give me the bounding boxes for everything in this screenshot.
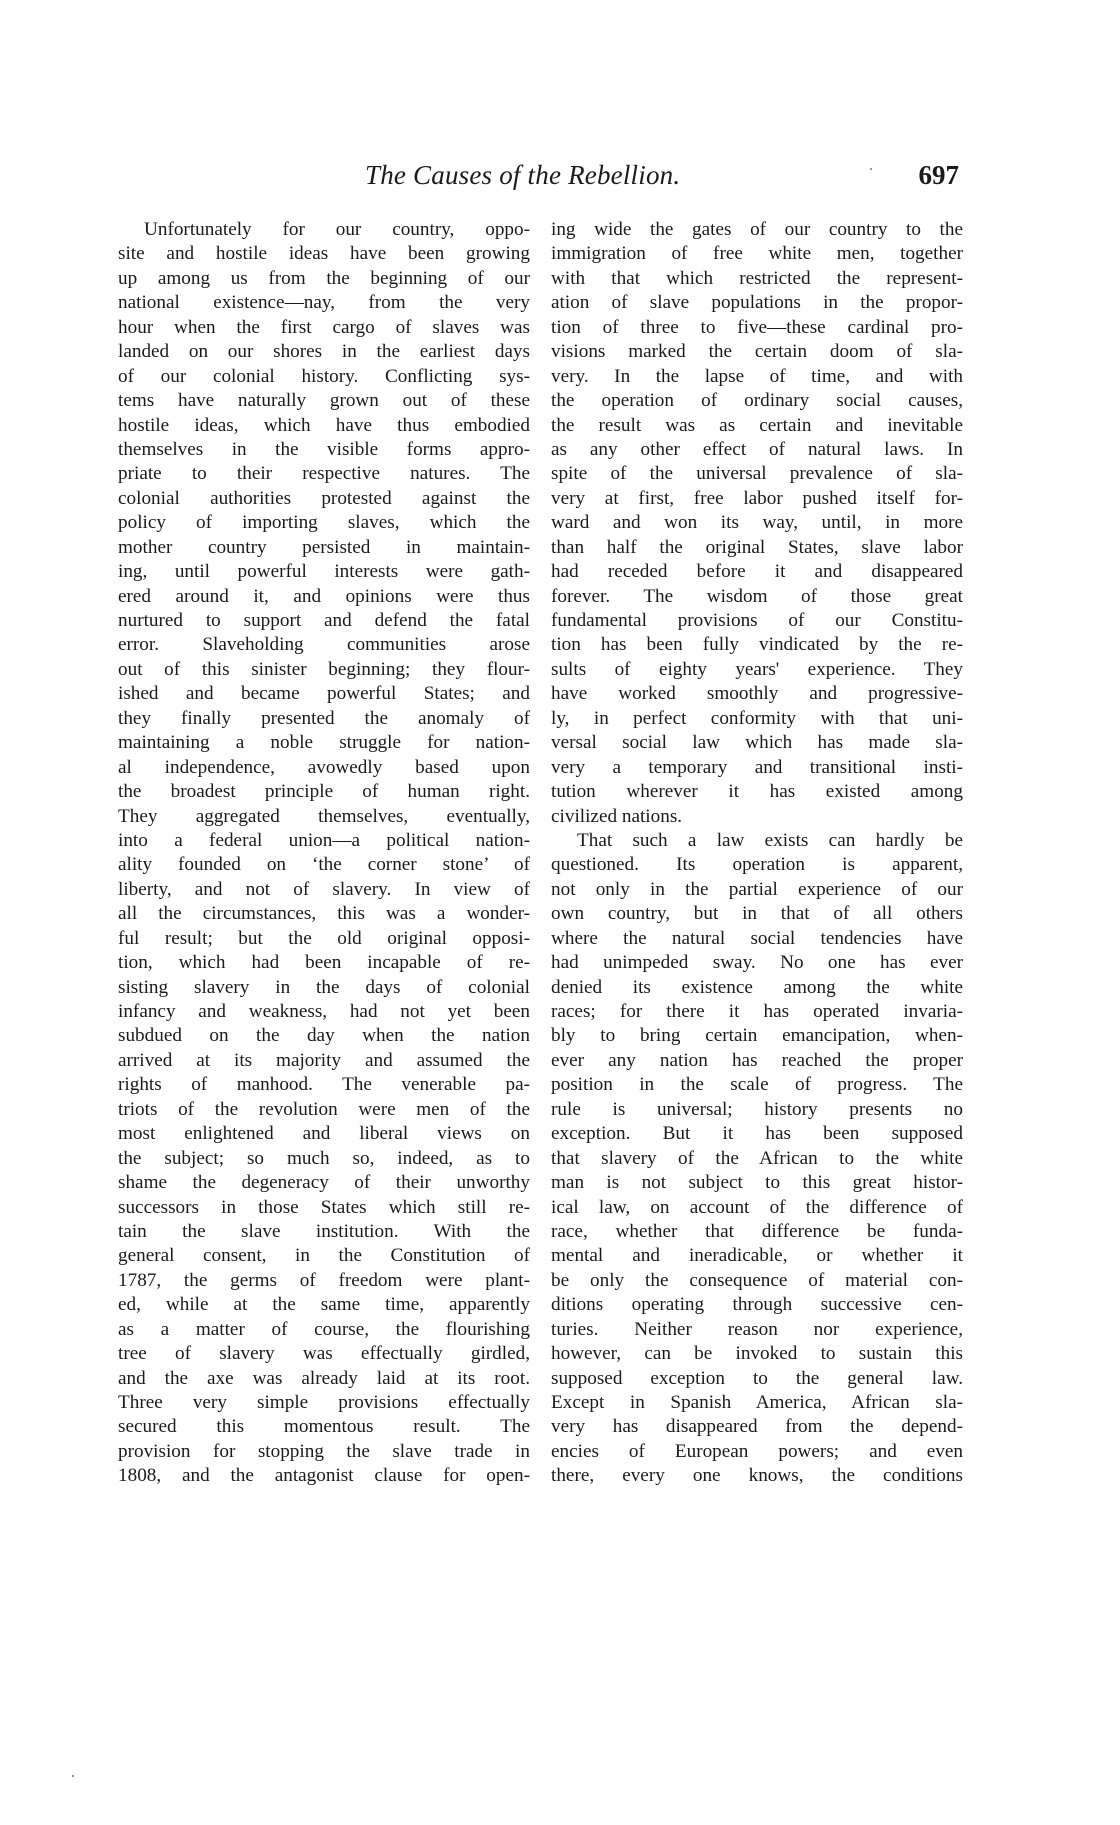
text-line: however, can be invoked to sustain this [551,1343,963,1365]
right-column [551,218,963,1489]
text-line: than half the original States, slave labor [551,536,963,558]
text-line: general consent, in the Constitution of [118,1245,530,1267]
running-title: The Causes of the Rebellion. [365,160,681,190]
text-line: races; for there it has operated invaria- [551,1001,963,1022]
text-line: tion of three to five—these cardinal pro- [551,316,963,338]
text-line: immigration of free white men, together [551,243,963,265]
text-line: very has disappeared from the depend- [551,1416,963,1438]
text-line: versal social law which has made sla- [551,732,963,754]
text-line: ered around it, and opinions were thus [118,585,530,607]
text-line: infancy and weakness, had not yet been [118,1001,530,1022]
text-line: and the axe was already laid at its root. [118,1367,530,1389]
text-line: turies. Neither reason nor experience, [551,1318,963,1340]
text-line: policy of importing slaves, which the [118,512,530,534]
text-line: exception. But it has been supposed [551,1123,963,1145]
text-line: out of this sinister beginning; they flour- [118,658,530,680]
text-line: be only the consequence of material con- [551,1269,963,1291]
text-line: as a matter of course, the flourishing [118,1318,530,1340]
text-line: most enlightened and liberal views on [118,1123,530,1145]
text-line: the broadest principle of human right. [118,781,530,803]
text-line: race, whether that difference be funda- [551,1220,963,1242]
text-line: not only in the partial experience of our [551,878,963,900]
text-line: tain the slave institution. With the [118,1220,530,1242]
text-line: hour when the first cargo of slaves was [118,316,530,338]
text-line: with that which restricted the represent- [551,267,963,289]
text-line: ing wide the gates of our country to the [551,219,963,240]
text-line: liberty, and not of slavery. In view of [118,878,530,900]
text-line: priate to their respective natures. The [118,463,530,485]
text-line: site and hostile ideas have been growing [118,243,530,265]
text-line: tree of slavery was effectually girdled, [118,1343,530,1365]
text-line: sults of eighty years' experience. They [551,658,963,680]
left-column [118,218,530,1489]
text-line: Three very simple provisions effectually [118,1392,530,1413]
text-line: questioned. Its operation is apparent, [551,854,963,876]
text-line: encies of European powers; and even [551,1440,963,1462]
text-line: had unimpeded sway. No one has ever [551,952,963,974]
running-head [365,160,965,200]
text-line: That such a law exists can hardly be [577,829,963,851]
text-line: of our colonial history. Conflicting sys- [118,365,530,387]
text-line: the operation of ordinary social causes, [551,390,963,412]
text-line: where the natural social tendencies have [551,927,963,949]
text-line: subdued on the day when the nation [118,1025,530,1047]
text-line: ly, in perfect conformity with that uni- [551,707,963,729]
text-line: fundamental provisions of our Constitu- [551,610,963,631]
print-speck [870,168,872,170]
text-line: ever any nation has reached the proper [551,1049,963,1071]
text-line: hostile ideas, which have thus embodied [118,414,530,436]
text-line: ing, until powerful interests were gath- [118,561,530,583]
text-line: up among us from the beginning of our [118,267,530,289]
text-line: ation of slave populations in the propor- [551,292,963,314]
text-line: ditions operating through successive cen- [551,1294,963,1316]
text-line: all the circumstances, this was a wonder- [118,903,530,925]
text-line: sisting slavery in the days of colonial [118,976,530,998]
print-speck [72,1775,74,1777]
text-line: very. In the lapse of time, and with [551,365,963,387]
text-line: Except in Spanish America, African sla- [551,1392,963,1413]
text-line: tion, which had been incapable of re- [118,952,530,974]
text-line: supposed exception to the general law. [551,1367,963,1389]
text-line: nurtured to support and defend the fatal [118,610,530,631]
text-line: secured this momentous result. The [118,1416,530,1438]
text-line: tution wherever it has existed among [551,781,963,803]
text-line: the subject; so much so, indeed, as to [118,1147,530,1169]
text-line: national existence—nay, from the very [118,292,530,314]
text-line: spite of the universal prevalence of sla- [551,463,963,485]
text-line: had receded before it and disappeared [551,561,963,583]
text-line: denied its existence among the white [551,976,963,998]
text-line: landed on our shores in the earliest days [118,341,530,363]
text-line: the result was as certain and inevitable [551,414,963,436]
text-line: shame the degeneracy of their unworthy [118,1172,530,1194]
text-line: maintaining a noble struggle for nation- [118,732,530,754]
text-line: arrived at its majority and assumed the [118,1049,530,1071]
text-line: Unfortunately for our country, oppo- [144,219,530,240]
text-line: forever. The wisdom of those great [551,585,963,607]
text-line: colonial authorities protested against the [118,487,530,509]
text-line: ical law, on account of the difference of [551,1196,963,1218]
text-line: rights of manhood. The venerable pa- [118,1074,530,1096]
text-line: there, every one knows, the conditions [551,1465,963,1487]
text-line: 1787, the germs of freedom were plant- [118,1269,530,1291]
text-line: provision for stopping the slave trade in [118,1440,530,1462]
text-line: ality founded on ‘the corner stone’ of [118,854,530,876]
text-line: visions marked the certain doom of sla- [551,341,963,363]
text-line: ed, while at the same time, apparently [118,1294,530,1316]
text-line: tems have naturally grown out of these [118,390,530,412]
text-line: ward and won its way, until, in more [551,512,963,534]
text-line: 1808, and the antagonist clause for open- [118,1465,530,1487]
text-line: They aggregated themselves, eventually, [118,805,530,827]
text-line: ful result; but the old original opposi- [118,927,530,949]
text-line: successors in those States which still re- [118,1196,530,1218]
text-line: mental and ineradicable, or whether it [551,1245,963,1267]
text-line: own country, but in that of all others [551,903,963,925]
text-line: into a federal union—a political nation- [118,829,530,851]
text-line: position in the scale of progress. The [551,1074,963,1096]
text-line: bly to bring certain emancipation, when- [551,1025,963,1047]
text-line: they finally presented the anomaly of [118,707,530,729]
text-line: tion has been fully vindicated by the re- [551,634,963,656]
text-line: very at first, free labor pushed itself for- [551,487,963,509]
text-line: as any other effect of natural laws. In [551,438,963,460]
text-line: themselves in the visible forms appro- [118,438,530,460]
text-line: that slavery of the African to the white [551,1147,963,1169]
text-line: very a temporary and transitional insti- [551,756,963,778]
text-line: ished and became powerful States; and [118,683,530,705]
text-line: civilized nations. [551,805,683,827]
text-line: al independence, avowedly based upon [118,756,530,778]
page-number: 697 [918,160,959,190]
text-line: rule is universal; history presents no [551,1098,963,1120]
text-line: triots of the revolution were men of the [118,1098,530,1120]
text-line: mother country persisted in maintain- [118,536,530,558]
text-line: error. Slaveholding communities arose [118,634,530,656]
text-line: have worked smoothly and progressive- [551,683,963,705]
text-line: man is not subject to this great histor- [551,1172,963,1194]
